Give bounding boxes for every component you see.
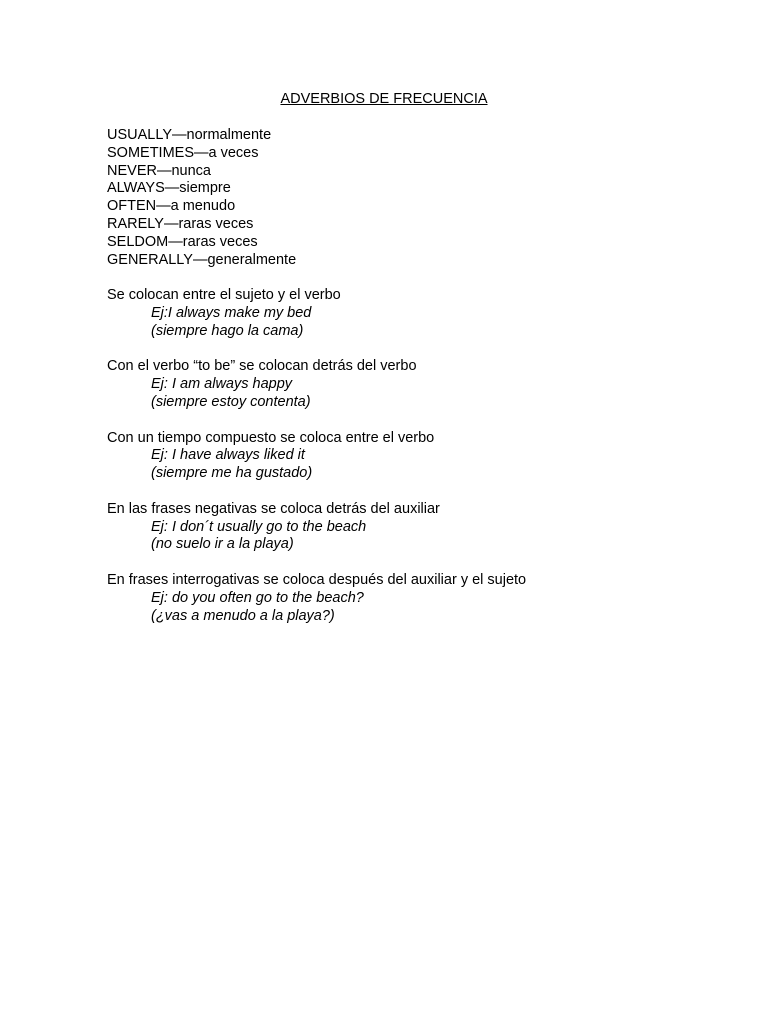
adverb-item: OFTEN—a menudo bbox=[107, 198, 236, 215]
rule-translation: (siempre me ha gustado) bbox=[151, 465, 313, 482]
rule-translation: (siempre estoy contenta) bbox=[151, 393, 311, 410]
spacer bbox=[107, 269, 707, 287]
adverb-item: RARELY—raras veces bbox=[107, 215, 254, 232]
document-title: ADVERBIOS DE FRECUENCIA bbox=[280, 91, 488, 107]
adverb-item: GENERALLY—generalmente bbox=[107, 251, 297, 268]
rule-translation: (siempre hago la cama) bbox=[151, 322, 304, 339]
rule-block bbox=[107, 430, 707, 483]
rule-text: En las frases negativas se coloca detrás del auxiliar bbox=[107, 500, 440, 517]
rule-example: Ej:I always make my bed bbox=[151, 304, 312, 321]
rule-block bbox=[107, 501, 707, 554]
adverb-item: NEVER—nunca bbox=[107, 162, 211, 179]
rule-text: En frases interrogativas se coloca después del auxiliar y el sujeto bbox=[107, 571, 527, 588]
rule-text: Se colocan entre el sujeto y el verbo bbox=[107, 287, 341, 304]
adverb-item: USUALLY—normalmente bbox=[107, 127, 272, 143]
rule-example: Ej: I am always happy bbox=[151, 376, 293, 393]
rule-text: Con un tiempo compuesto se coloca entre el verbo bbox=[107, 429, 435, 446]
spacer bbox=[107, 412, 707, 430]
rule-block bbox=[107, 572, 707, 625]
rule-example: Ej: do you often go to the beach? bbox=[151, 589, 364, 606]
adverb-item: SOMETIMES—a veces bbox=[107, 144, 259, 161]
adverb-item: SELDOM—raras veces bbox=[107, 233, 258, 250]
adverb-item: ALWAYS—siempre bbox=[107, 180, 231, 197]
rule-translation: (no suelo ir a la playa) bbox=[151, 536, 294, 553]
rule-translation: (¿vas a menudo a la playa?) bbox=[151, 607, 335, 624]
adverb-list bbox=[107, 127, 707, 269]
rule-block bbox=[107, 358, 707, 411]
rule-example: Ej: I don´t usually go to the beach bbox=[151, 518, 367, 535]
rule-example: Ej: I have always liked it bbox=[151, 447, 305, 464]
document-body bbox=[107, 127, 707, 625]
spacer bbox=[107, 483, 707, 501]
spacer bbox=[107, 554, 707, 572]
rule-text: Con el verbo “to be” se colocan detrás del verbo bbox=[107, 358, 417, 375]
spacer bbox=[107, 341, 707, 359]
rule-block bbox=[107, 287, 707, 340]
